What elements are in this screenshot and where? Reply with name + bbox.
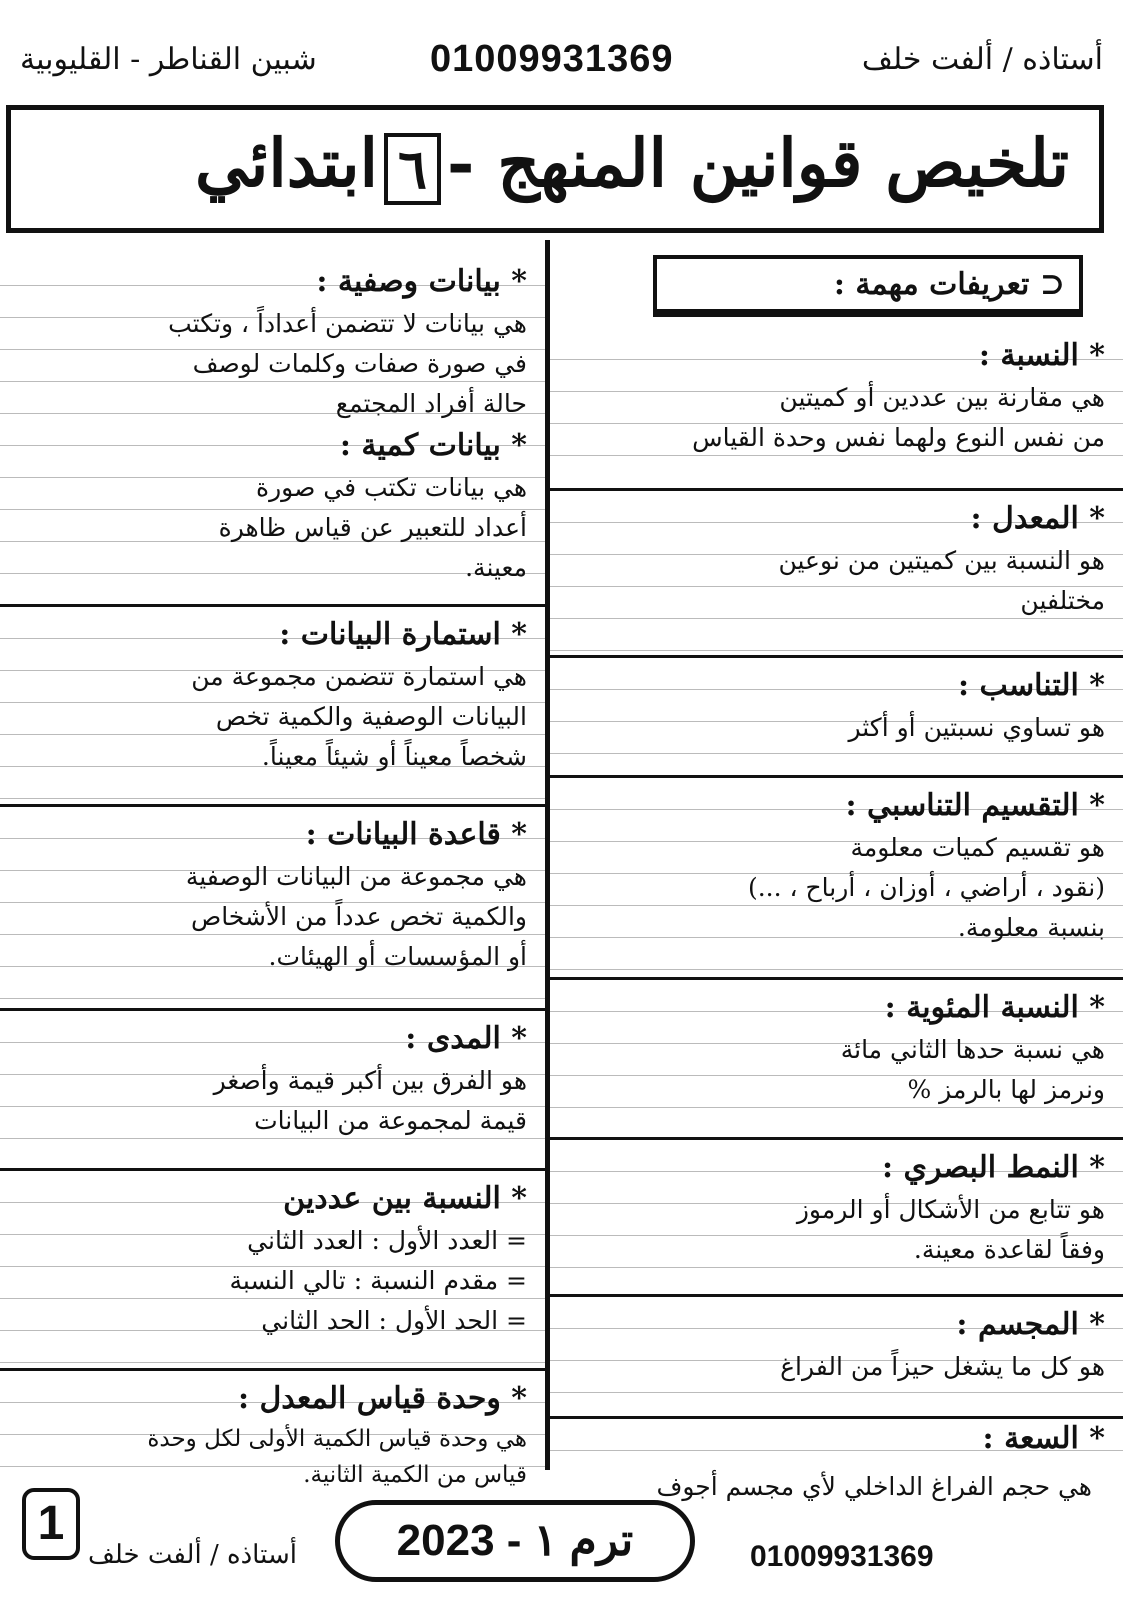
- section-body: [10, 857, 527, 977]
- section-visual-pattern: [550, 1137, 1123, 1292]
- right-column: [550, 240, 1123, 1470]
- section-title: * النسبة المئوية :: [884, 990, 1105, 1025]
- section-line: هي استمارة تتضمن مجموعة من: [191, 662, 527, 691]
- section-line: هو تساوي نسبتين أو أكثر: [848, 713, 1105, 742]
- section-line: هي نسبة حدها الثاني مائة: [840, 1035, 1105, 1064]
- section-body: [560, 828, 1105, 948]
- section-line: والكمية تخص عدداً من الأشخاص: [190, 902, 527, 931]
- tag-label: تعريفات مهمة :: [833, 267, 1030, 302]
- header-teacher-name: أستاذه / ألفت خلف: [861, 42, 1103, 77]
- section-body: [560, 541, 1105, 621]
- section-rate-unit: [0, 1368, 545, 1490]
- section-proportion: [550, 655, 1123, 773]
- section-ratio-between-two-numbers: [0, 1168, 545, 1366]
- section-percentage: [550, 977, 1123, 1135]
- section-title: * المدى :: [405, 1021, 527, 1056]
- section-title: * النمط البصري :: [881, 1150, 1105, 1185]
- section-proportional-division: [550, 775, 1123, 975]
- tag-arrow-icon: ⊂: [1029, 267, 1065, 302]
- section-line: أو المؤسسات أو الهيئات.: [268, 942, 527, 971]
- section-line: هو تتابع من الأشكال أو الرموز: [796, 1195, 1105, 1224]
- section-title: * استمارة البيانات :: [279, 617, 527, 652]
- footer-phone: 01009931369: [750, 1540, 934, 1573]
- header-location: شبين القناطر - القليوبية: [20, 42, 317, 77]
- section-descriptive-quantitative: [0, 254, 545, 602]
- page-number-badge: 1: [22, 1488, 80, 1560]
- section-line: مختلفين: [1020, 586, 1105, 615]
- section-line: شخصاً معيناً أو شيئاً معيناً.: [261, 742, 527, 771]
- header: [0, 30, 1123, 100]
- section-title: * النسبة :: [978, 338, 1105, 373]
- section-line: هو الفرق بين أكبر قيمة وأصغر: [213, 1066, 527, 1095]
- section-range: [0, 1008, 545, 1166]
- section-body: [560, 378, 1105, 458]
- section-line: هي بيانات لا تتضمن أعداداً ، وتكتب: [168, 309, 527, 338]
- section-title: * النسبة بين عددين: [283, 1181, 527, 1216]
- section-database: [0, 804, 545, 1006]
- section-line: من نفس النوع ولهما نفس وحدة القياس: [692, 423, 1105, 452]
- section-line: وفقاً لقاعدة معينة.: [913, 1235, 1105, 1264]
- section-line: هي وحدة قياس الكمية الأولى لكل وحدة: [147, 1426, 527, 1452]
- section-body: [560, 1347, 1105, 1387]
- section-line: هي مجموعة من البيانات الوصفية: [185, 862, 527, 891]
- section-body: [10, 1221, 527, 1341]
- section-title: * المجسم :: [956, 1307, 1105, 1342]
- section-line: (نقود ، أراضي ، أوزان ، أرباح ، ...): [747, 873, 1105, 902]
- section-title: * السعة :: [982, 1421, 1105, 1456]
- section-title: * التناسب :: [958, 668, 1105, 703]
- section-title: * التقسيم التناسبي :: [845, 788, 1105, 823]
- section-body: [560, 708, 1105, 748]
- section-title: * بيانات كمية :: [339, 428, 527, 463]
- title-text-main: تلخيص قوانين المنهج -: [447, 124, 1069, 202]
- section-line: هو كل ما يشغل حيزاً من الفراغ: [780, 1352, 1105, 1381]
- section-title: * وحدة قياس المعدل :: [237, 1381, 527, 1416]
- section-ratio: [550, 328, 1123, 486]
- section-line: في صورة صفات وكلمات لوصف: [192, 349, 527, 378]
- section-title: * قاعدة البيانات :: [305, 817, 527, 852]
- section-line: قياس من الكمية الثانية.: [303, 1462, 527, 1488]
- section-line: بنسبة معلومة.: [957, 913, 1105, 942]
- section-title: * المعدل :: [970, 501, 1105, 536]
- page-title: [195, 124, 1069, 205]
- left-column: [0, 240, 545, 1488]
- section-line: أعداد للتعبير عن قياس ظاهرة: [218, 513, 527, 542]
- section-body: [10, 1061, 527, 1141]
- section-solid: [550, 1294, 1123, 1414]
- section-title: * بيانات وصفية :: [316, 264, 527, 299]
- section-body: [560, 1190, 1105, 1270]
- section-data-form: [0, 604, 545, 802]
- section-body: [10, 1421, 527, 1493]
- important-definitions-tag: [653, 255, 1083, 317]
- section-line: حالة أفراد المجتمع: [335, 389, 527, 418]
- section-line: البيانات الوصفية والكمية تخص: [215, 702, 527, 731]
- section-line: هو تقسيم كميات معلومة: [850, 833, 1105, 862]
- section-body: [10, 304, 527, 424]
- section-line: قيمة لمجموعة من البيانات: [254, 1106, 527, 1135]
- section-body: [560, 1030, 1105, 1110]
- section-line: هي مقارنة بين عددين أو كميتين: [779, 383, 1105, 412]
- section-line: = مقدم النسبة : تالي النسبة: [229, 1266, 527, 1295]
- term-badge: ترم ١ - 2023: [335, 1500, 695, 1582]
- section-body: [10, 657, 527, 777]
- section-line: = الحد الأول : الحد الثاني: [261, 1306, 527, 1335]
- section-line: هو النسبة بين كميتين من نوعين: [778, 546, 1105, 575]
- footer-teacher-name: أستاذه / ألفت خلف: [88, 1540, 297, 1570]
- section-capacity: [550, 1416, 1123, 1470]
- title-box: [6, 105, 1104, 233]
- header-phone: 01009931369: [430, 38, 674, 80]
- capacity-definition: هي حجم الفراغ الداخلي لأي مجسم أجوف: [656, 1472, 1092, 1501]
- section-body: [10, 468, 527, 588]
- section-line: معينة.: [465, 553, 527, 582]
- section-rate: [550, 488, 1123, 653]
- section-line: = العدد الأول : العدد الثاني: [247, 1226, 527, 1255]
- title-text-stage: ابتدائي: [195, 124, 378, 202]
- section-line: ونرمز لها بالرمز %: [907, 1075, 1105, 1104]
- section-line: هي بيانات تكتب في صورة: [256, 473, 527, 502]
- grade-badge: ٦: [384, 133, 441, 205]
